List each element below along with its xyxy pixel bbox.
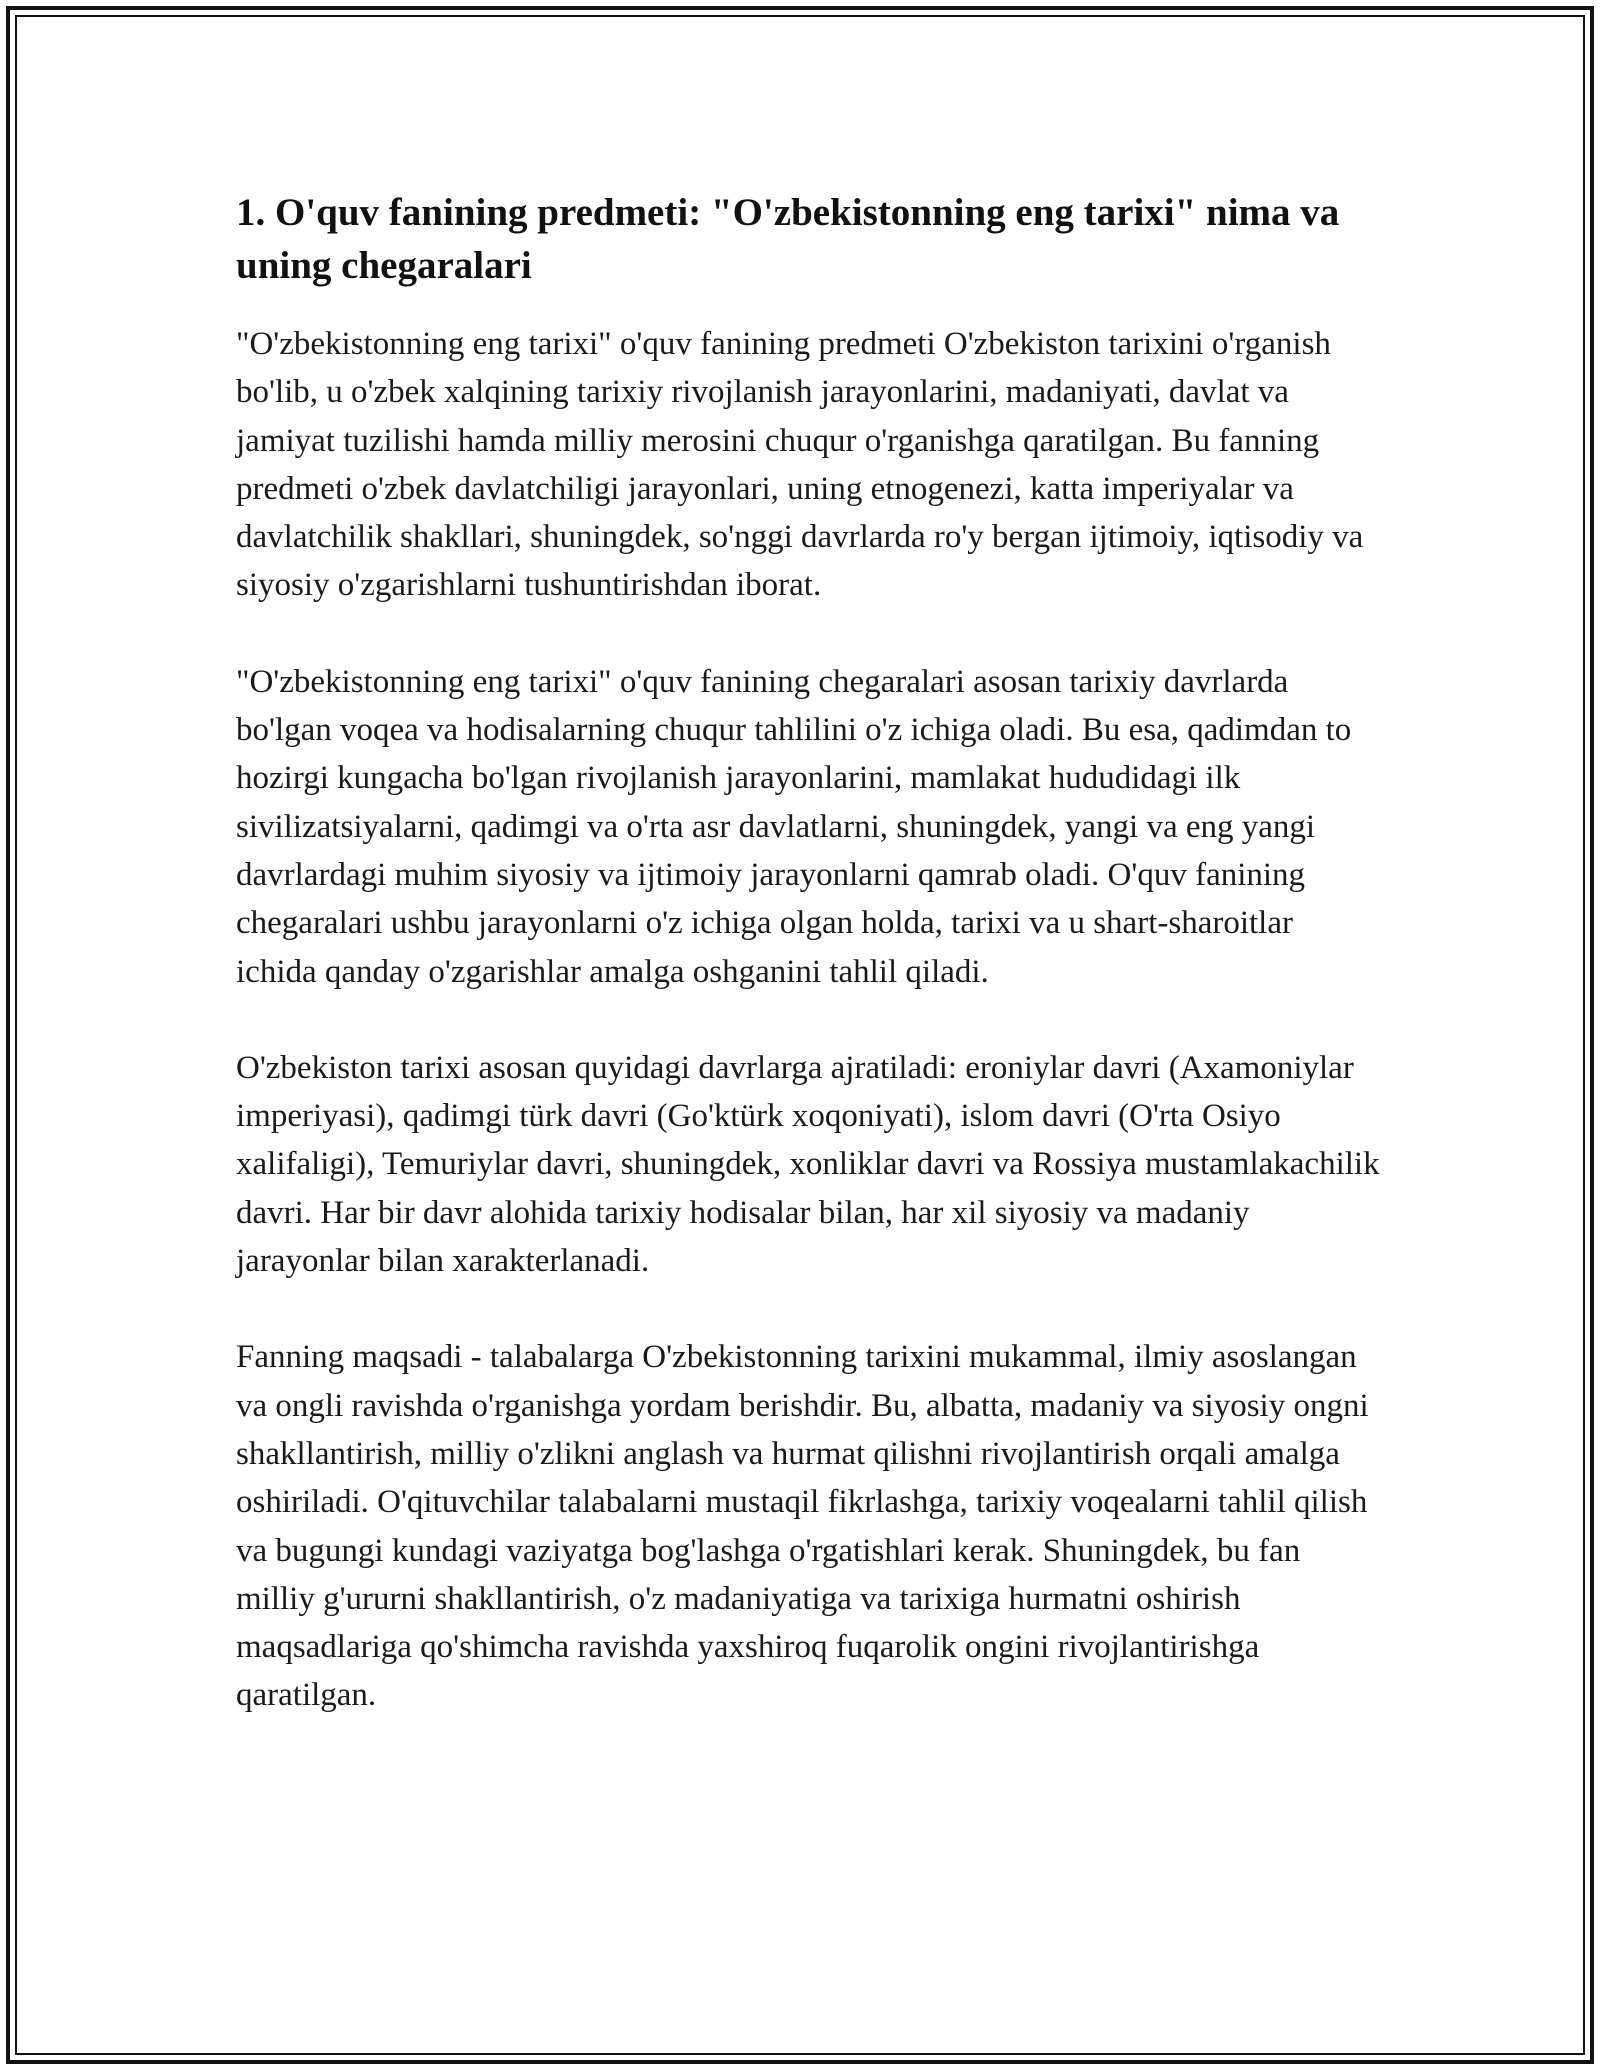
section-heading: 1. O'quv fanining predmeti: "O'zbekistonning eng tarixi" nima va uning chegaralari xyxy=(236,191,1340,287)
paragraph-periods: O'zbekiston tarixi asosan quyidagi davrlarga ajratiladi: eroniylar davri (Axamoniylar imperiyasi), qadimgi türk davri (Go'ktürk xoqoniyati), islom davri (O'rta Osiyo xalifaligi), Temuriylar davri, shuningdek, xonliklar davri va Rossiya mustamlakachilik davri. Har bir davr alohida tarixiy hodisalar bilan, har xil siyosiy va madaniy jarayonlar bilan xarakterlanadi. xyxy=(236,1049,1380,1280)
paragraph-subject: "O'zbekistonning eng tarixi" o'quv fanining predmeti O'zbekiston tarixini o'rganish bo'lib, u o'zbek xalqining tarixiy rivojlanish jarayonlarini, madaniyati, davlat va jamiyat tuzilishi hamda milliy merosini chuqur o'rganishga qaratilgan. Bu fanning predmeti o'zbek davlatchiligi jarayonlari, uning etnogenezi, katta imperiyalar va davlatchilik shakllari, shuningdek, so'nggi davrlarda ro'y bergan ijtimoiy, iqtisodiy va siyosiy o'zgarishlarni tushuntirishdan iborat. xyxy=(236,326,1364,604)
document-body xyxy=(236,186,1381,1720)
paragraph-goal: Fanning maqsadi - talabalarga O'zbekistonning tarixini mukammal, ilmiy asoslangan va ongli ravishda o'rganishga yordam berishdir. Bu, albatta, madaniy va siyosiy ongni shakllantirish, milliy o'zlikni anglash va hurmat qilishni rivojlantirish orqali amalga oshiriladi. O'qituvchilar talabalarni mustaqil fikrlashga, tarixiy voqealarni tahlil qilish va bugungi kundagi vaziyatga bog'lashga o'rgatishlari kerak. Shuningdek, bu fan milliy g'ururni shakllantirish, o'z madaniyatiga va tarixiga hurmatni oshirish maqsadlariga qo'shimcha ravishda yaxshiroq fuqarolik ongini rivojlantirishga qaratilgan. xyxy=(236,1339,1369,1714)
paragraph-boundaries: "O'zbekistonning eng tarixi" o'quv fanining chegaralari asosan tarixiy davrlarda bo'lgan voqea va hodisalarning chuqur tahlilini o'z ichiga oladi. Bu esa, qadimdan to hozirgi kungacha bo'lgan rivojlanish jarayonlarini, mamlakat hududidagi ilk sivilizatsiyalarni, qadimgi va o'rta asr davlatlarni, shuningdek, yangi va eng yangi davrlardagi muhim siyosiy va ijtimoiy jarayonlarni qamrab oladi. O'quv fanining chegaralari ushbu jarayonlarni o'z ichiga olgan holda, tarixi va u shart-sharoitlar ichida qanday o'zgarishlar amalga oshganini tahlil qiladi. xyxy=(236,663,1352,990)
